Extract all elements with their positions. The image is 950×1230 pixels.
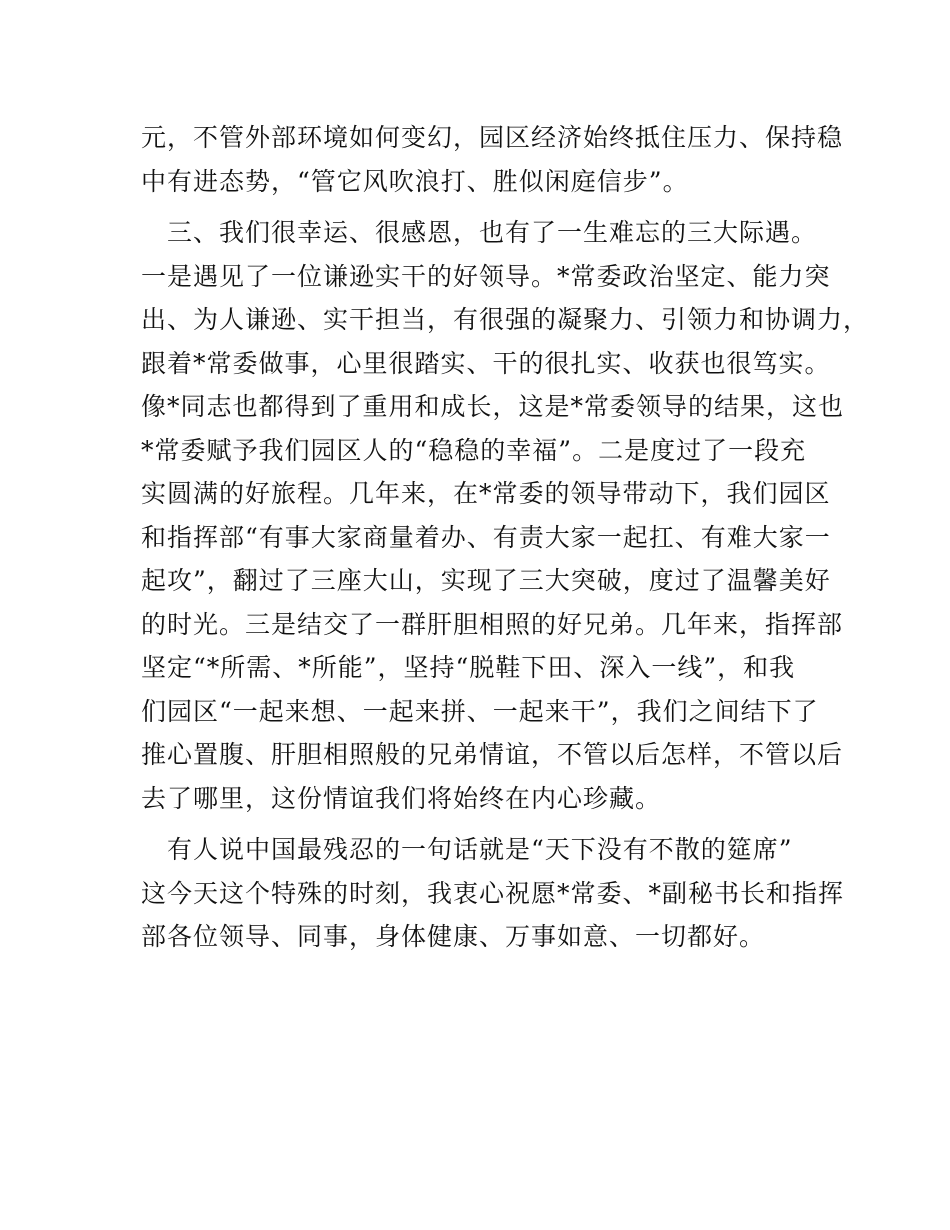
text-line: 起攻”，翻过了三座大山，实现了三大突破，度过了温馨美好 [141,566,831,595]
text-line: 这今天这个特殊的时刻，我衷心祝愿*常委、*副秘书长和指挥 [141,878,845,908]
paragraph-1 [141,116,844,203]
text-line: 部各位领导、同事，身体健康、万事如意、一切都好。 [141,922,766,951]
text-line: 出、为人谦逊、实干担当，有很强的凝聚力、引领力和协调力， [141,305,870,334]
text-line: *常委赋予我们园区人的“稳稳的幸福”。二是度过了一段充 [141,435,807,465]
text-line: 中有进态势，“管它风吹浪打、胜似闲庭信步”。 [141,166,689,196]
paragraph-3 [141,828,845,959]
text-line: 一是遇见了一位谦逊实干的好领导。*常委政治坚定、能力突 [141,261,831,291]
paragraph-2 [141,211,870,820]
text-line: 像*同志也都得到了重用和成长，这是*常委领导的结果，这也 [141,392,845,421]
text-line: 和指挥部“有事大家商量着办、有责大家一起扛、有难大家一 [141,522,831,552]
text-line: 的时光。三是结交了一群肝胆相照的好兄弟。几年来，指挥部 [141,609,844,639]
text-line: 元，不管外部环境如何变幻，园区经济始终抵住压力、保持稳 [141,123,844,152]
text-line: 推心置腹、肝胆相照般的兄弟情谊，不管以后怎样，不管以后 [141,740,844,769]
text-line: 们园区“一起来想、一起来拼、一起来干”，我们之间结下了 [141,696,819,726]
text-line: 实圆满的好旅程。几年来，在*常委的领导带动下，我们园区 [141,479,831,508]
text-line: 有人说中国最残忍的一句话就是“天下没有不散的筵席” [141,835,793,864]
text-line: 去了哪里，这份情谊我们将始终在内心珍藏。 [141,783,662,813]
text-line: 坚定“*所需、*所能”，坚持“脱鞋下田、深入一线”，和我 [141,653,796,682]
text-line: 三、我们很幸运、很感恩，也有了一生难忘的三大际遇。 [141,218,818,247]
document-body [141,116,870,959]
text-line: 跟着*常委做事，心里很踏实、干的很扎实、收获也很笃实。 [141,348,831,378]
